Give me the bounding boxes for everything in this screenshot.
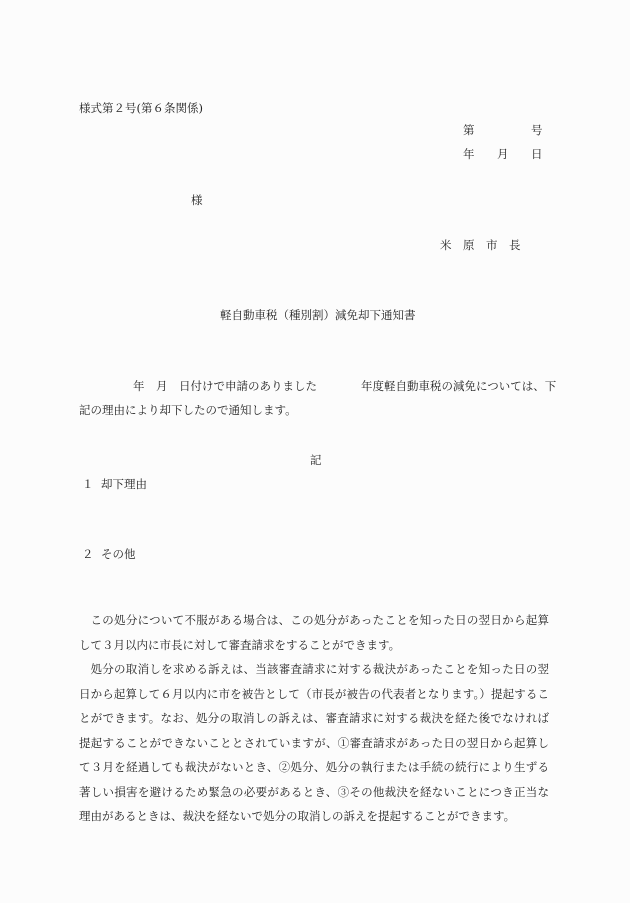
body-line1-part2: 年度軽自動車税の減免については、下	[361, 379, 557, 393]
item-1-label: 却下理由	[101, 477, 147, 491]
lawsuit-notice-paragraph: 処分の取消しを求める訴えは、当該審査請求に対する裁決があったことを知った日の翌日から起算して６月以内に市を被告として（市長が被告の代表者となります。）提起することができます。なお、処分の取消しの訴えは、審査請求に対する裁決を経た後でなければ提起することができないこととされていますが、①審査請求があった日の翌日から起算して３月を経過しても裁決がないとき、②処分、処分の執行または手続の続行により生ずる著しい損害を避けるため緊急の必要があるとき、③その他裁決を経ないことにつき正当な理由があるときは、裁決を経ないで処分の取消しの訴えを提起することができます。	[79, 662, 549, 823]
date-day: 日	[531, 147, 543, 161]
item-1-number: １	[82, 477, 94, 491]
number-prefix: 第	[463, 123, 475, 137]
number-suffix: 号	[531, 123, 543, 137]
issuer: 米 原 市 長	[440, 238, 521, 252]
date-month: 月	[497, 147, 509, 161]
document-title: 軽自動車税（種別割）減免却下通知書	[220, 308, 416, 322]
body-line2: 記の理由により却下したので通知します。	[79, 403, 297, 417]
body-line1-part1: 年 月 日付けで申請のありました	[133, 379, 317, 393]
item-2-number: ２	[82, 547, 94, 561]
item-2-label: その他	[101, 547, 136, 561]
form-label: 様式第２号(第６条関係)	[79, 101, 203, 115]
appeal-notice-paragraph: この処分について不服がある場合は、この処分があったことを知った日の翌日から起算して３月以内に市長に対して審査請求をすることができます。	[79, 613, 549, 652]
date-year: 年	[463, 147, 475, 161]
addressee-honorific: 様	[191, 193, 203, 207]
ki-heading: 記	[310, 453, 322, 467]
